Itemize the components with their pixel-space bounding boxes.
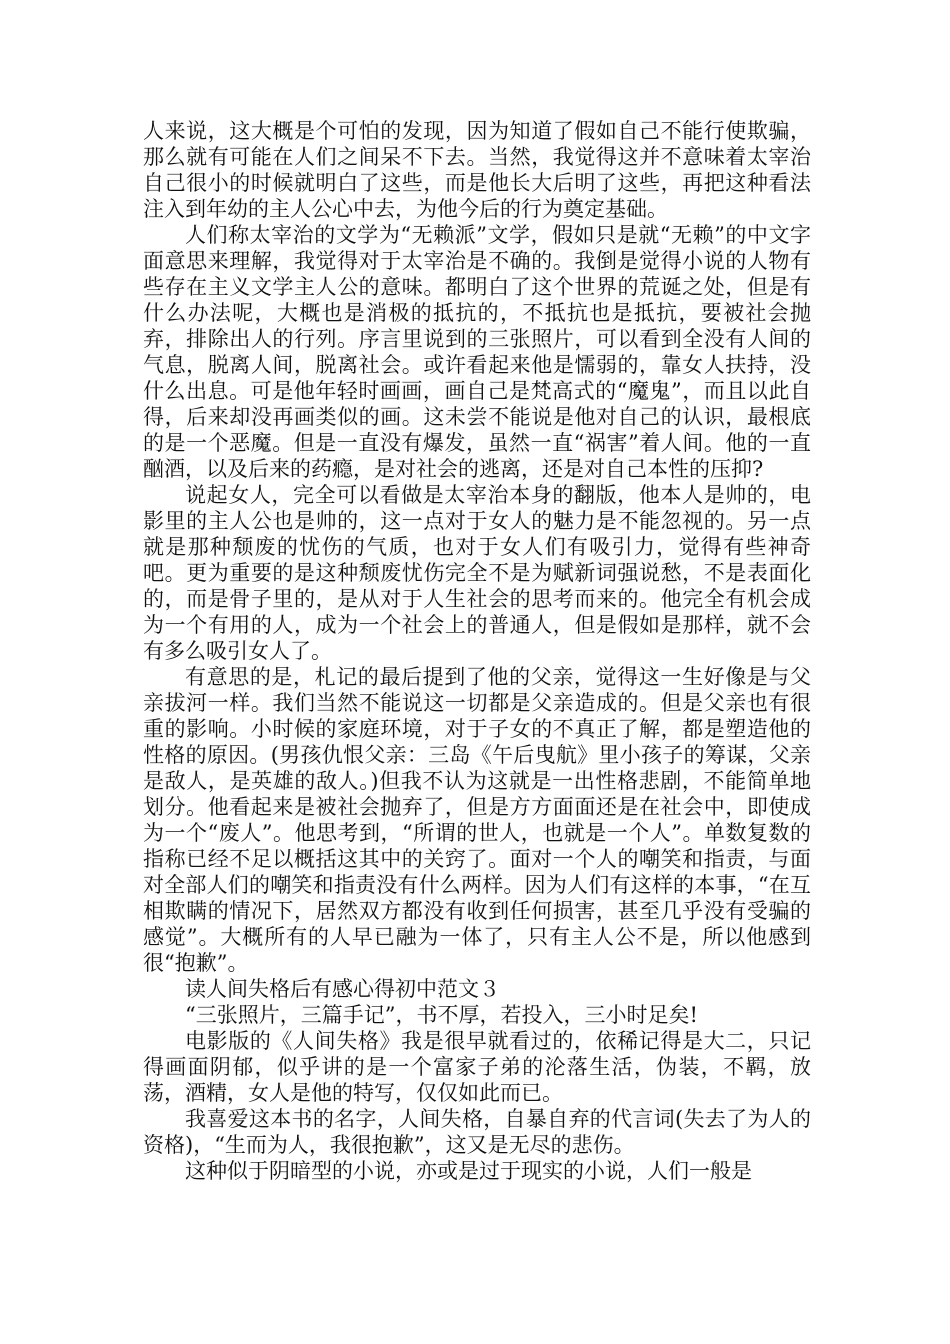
paragraph-three-photos: “三张照片，三篇手记”，书不厚，若投入，三小时足矣! <box>185 1003 698 1027</box>
paragraph-continuation: 人来说，这大概是个可怕的发现，因为知道了假如自己不能行使欺骗，那么就有可能在人们之间呆不下去。当然，我觉得这并不意味着太宰治自己很小的时候就明白了这些，而是他长大后明了这些，再把这种看法注入到年幼的主人公心中去，为他今后的行为奠定基础。 <box>143 119 811 221</box>
paragraph-wulaipai: 人们称太宰治的文学为“无赖派”文学，假如只是就“无赖”的中文字面意思来理解，我觉得对于太宰治是不确的。我倒是觉得小说的人物有些存在主义文学主人公的意味。都明白了这个世界的荒诞之处，但是有什么办法呢，大概也是消极的抵抗的，不抵抗也是抵抗，要被社会抛弃，排除出人的行列。序言里说到的三张照片，可以看到全没有人间的气息，脱离人间，脱离社会。或许看起来他是懦弱的，靠女人扶持，没什么出息。可是他年轻时画画，画自己是梵高式的“魔鬼”，而且以此自得，后来却没再画类似的画。这未尝不能说是他对自己的认识，最根底的是一个恶魔。但是一直没有爆发，虽然一直“祸害”着人间。他的一直酗酒，以及后来的药瘾，是对社会的逃离，还是对自己本性的压抑? <box>143 223 811 481</box>
paragraph-book-title: 我喜爱这本书的名字，人间失格，自暴自弃的代言词(失去了为人的资格)，“生而为人，我很抱歉”，这又是无尽的悲伤。 <box>143 1107 811 1157</box>
paragraph-movie: 电影版的《人间失格》我是很早就看过的，依稀记得是大二，只记得画面阴郁，似乎讲的是一个富家子弟的沦落生活，伪装，不羁，放荡，酒精，女人是他的特写，仅仅如此而已。 <box>143 1029 811 1105</box>
paragraph-dark-novel: 这种似于阴暗型的小说，亦或是过于现实的小说，人们一般是 <box>185 1159 752 1183</box>
paragraph-father: 有意思的是，札记的最后提到了他的父亲，觉得这一生好像是与父亲拔河一样。我们当然不能说这一切都是父亲造成的。但是父亲也有很重的影响。小时候的家庭环境，对于子女的不真正了解，都是塑造他的性格的原因。(男孩仇恨父亲：三岛《午后曳航》里小孩子的筹谋，父亲是敌人，是英雄的敌人。)但我不认为这就是一出性格悲剧，不能简单地划分。他看起来是被社会抛弃了，但是方方面面还是在社会中，即使成为一个“废人”。他思考到，“所谓的世人，也就是一个人”。单数复数的指称已经不足以概括这其中的关窍了。面对一个人的嘲笑和指责，与面对全部人们的嘲笑和指责没有什么两样。因为人们有这样的本事，“在互相欺瞒的情况下，居然双方都没有收到任何损害，甚至几乎没有受骗的感觉”。大概所有的人早已融为一体了，只有主人公不是，所以他感到很“抱歉”。 <box>143 665 811 975</box>
document-page <box>143 118 811 1184</box>
paragraph-women: 说起女人，完全可以看做是太宰治本身的翻版，他本人是帅的，电影里的主人公也是帅的，这一点对于女人的魅力是不能忽视的。另一点就是那种颓废的忧伤的气质，也对于女人们有吸引力，觉得有些神奇吧。更为重要的是这种颓废忧伤完全不是为赋新词强说愁，不是表面化的，而是骨子里的，是从对于人生社会的思考而来的。他完全有机会成为一个有用的人，成为一个社会上的普通人，但是假如是那样，就不会有多么吸引女人了。 <box>143 483 811 663</box>
section-heading: 读人间失格后有感心得初中范文３ <box>185 977 500 1001</box>
